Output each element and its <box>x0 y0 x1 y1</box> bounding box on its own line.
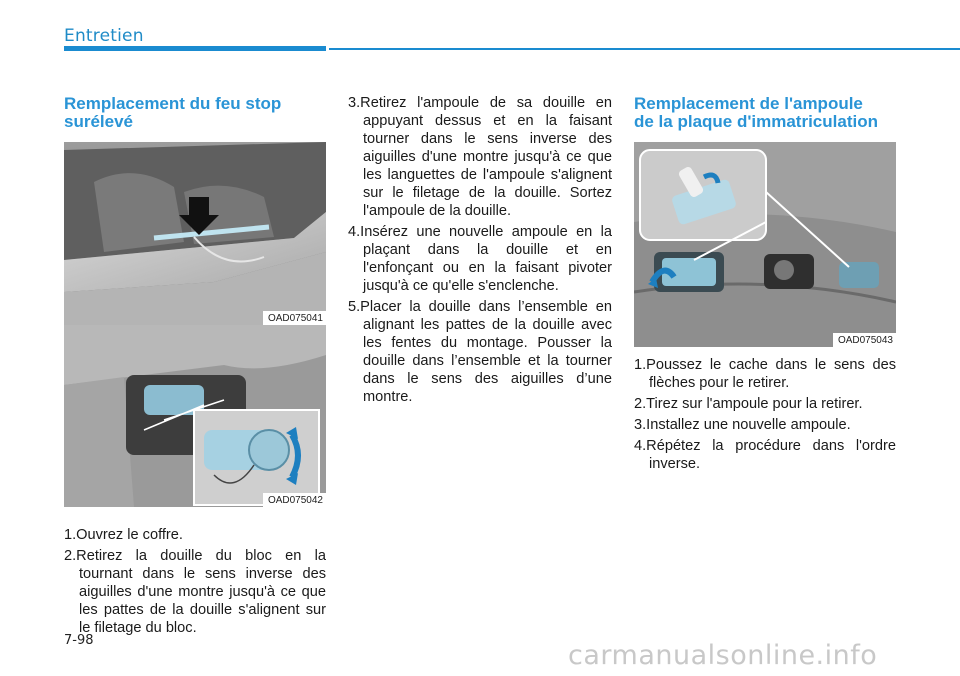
header-rule-thin <box>329 48 960 50</box>
section-title: Entretien <box>64 26 144 46</box>
watermark: carmanualsonline.info <box>568 640 878 671</box>
left-steps-list <box>64 526 326 640</box>
step-item: 3.Retirez l'ampoule de sa douille en appuyant dessus et en la faisant tourner dans le sens inverse des aiguilles d'une montre jusqu'à ce que les languettes de l'ampoule s'alignent sur le filetage de la douille. Sortez l'ampoule de la douille. <box>348 95 612 219</box>
figure-socket-removal <box>64 325 326 507</box>
step-item: 2.Tirez sur l'ampoule pour la retirer. <box>634 396 863 412</box>
figure-license-plate-lamp <box>634 142 896 347</box>
figure-code: OAD075043 <box>833 333 896 347</box>
right-steps-list <box>634 356 896 476</box>
figure-code: OAD075041 <box>263 311 326 325</box>
step-item: 1.Ouvrez le coffre. <box>64 527 183 543</box>
step-item: 2.Retirez la douille du bloc en la tournant dans le sens inverse des aiguilles d'une montre jusqu'à ce que les pattes de la douille s'alignent sur le filetage du bloc. <box>64 548 326 636</box>
middle-steps-list <box>348 94 612 409</box>
step-item: 4.Insérez une nouvelle ampoule en la plaçant dans la douille et en l'enfonçant ou en la faisant pivoter jusqu'à ce qu'elle s'enclenche. <box>348 224 612 294</box>
step-item: 1.Poussez le cache dans le sens des flèches pour le retirer. <box>634 357 896 391</box>
step-item: 3.Installez une nouvelle ampoule. <box>634 417 851 433</box>
heading-line: surélevé <box>64 112 133 131</box>
step-item: 5.Placer la douille dans l’ensemble en alignant les pattes de la douille avec les fentes du montage. Pousser la douille dans l’ensemble et la tourner dans le sens des aiguilles d’une montre. <box>348 299 612 405</box>
trunk-lamp-socket-illustration <box>64 325 326 507</box>
header-rule-thick <box>64 46 326 51</box>
heading-high-mount-stop-lamp <box>64 95 326 131</box>
car-rear-window-illustration <box>64 142 326 325</box>
figure-stop-lamp-location <box>64 142 326 325</box>
step-item: 4.Répétez la procédure dans l'ordre inverse. <box>634 438 896 472</box>
page-number: 7-98 <box>64 633 94 648</box>
heading-line: Remplacement du feu stop <box>64 94 282 113</box>
heading-line: de la plaque d'immatriculation <box>634 112 878 131</box>
heading-license-plate-lamp <box>634 95 914 131</box>
figure-code: OAD075042 <box>263 493 326 507</box>
heading-line: Remplacement de l'ampoule <box>634 94 863 113</box>
license-plate-lamp-illustration <box>634 142 896 347</box>
